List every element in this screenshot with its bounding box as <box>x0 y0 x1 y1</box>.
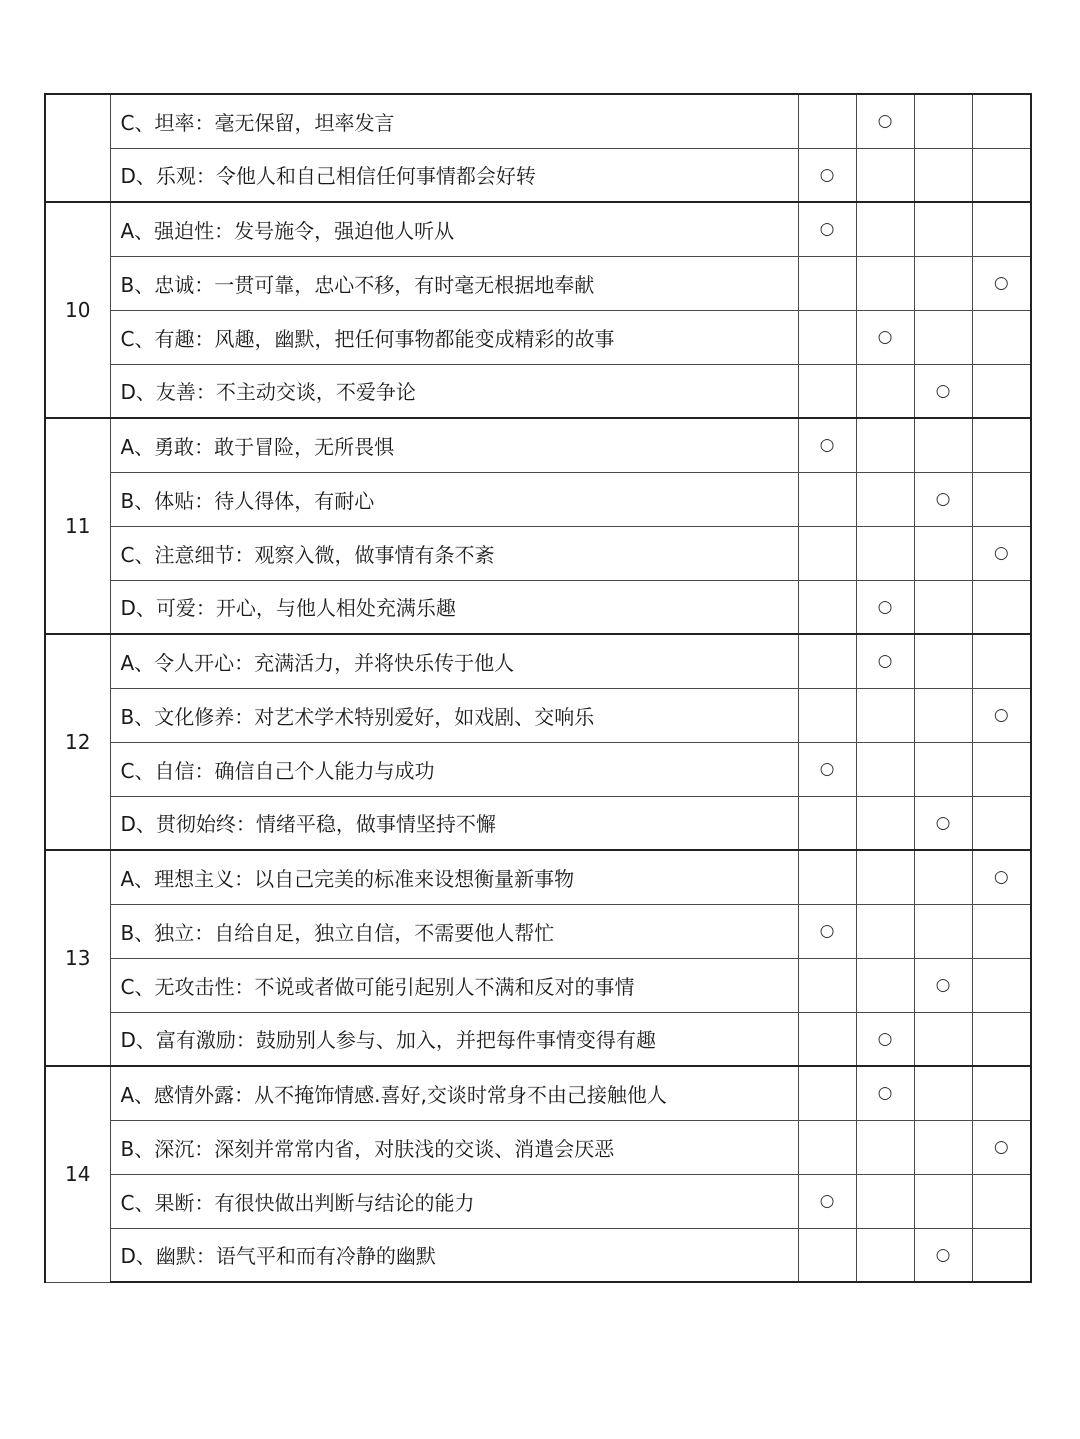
option-text: D、幽默：语气平和而有冷静的幽默 <box>110 1228 798 1282</box>
score-cell-2 <box>856 148 914 202</box>
score-cell-2 <box>856 418 914 472</box>
score-cell-4 <box>972 688 1031 742</box>
circle-mark-icon: ○ <box>819 1191 835 1211</box>
option-text: B、深沉：深刻并常常内省，对肤浅的交谈、消遣会厌恶 <box>110 1120 798 1174</box>
score-cell-2 <box>856 310 914 364</box>
score-cell-1 <box>798 742 856 796</box>
score-cell-3 <box>914 202 972 256</box>
score-cell-1 <box>798 310 856 364</box>
question-row <box>45 850 1031 904</box>
option-text: B、独立：自给自足，独立自信，不需要他人帮忙 <box>110 904 798 958</box>
question-number: 14 <box>45 1066 110 1282</box>
option-text: C、坦率：毫无保留，坦率发言 <box>110 94 798 148</box>
question-row <box>45 148 1031 202</box>
score-cell-4 <box>972 634 1031 688</box>
score-cell-1 <box>798 472 856 526</box>
option-text: C、有趣：风趣，幽默，把任何事物都能变成精彩的故事 <box>110 310 798 364</box>
circle-mark-icon: ○ <box>819 219 835 240</box>
score-cell-2 <box>856 526 914 580</box>
option-text: D、乐观：令他人和自己相信任何事情都会好转 <box>110 148 798 202</box>
question-number: 11 <box>45 418 110 634</box>
score-cell-2 <box>856 1174 914 1228</box>
option-text: B、忠诚：一贯可靠，忠心不移，有时毫无根据地奉献 <box>110 256 798 310</box>
score-cell-1 <box>798 1228 856 1282</box>
score-cell-1 <box>798 688 856 742</box>
score-cell-1 <box>798 1120 856 1174</box>
score-cell-4 <box>972 1174 1031 1228</box>
score-cell-4 <box>972 850 1031 904</box>
score-cell-3 <box>914 796 972 850</box>
question-row <box>45 526 1031 580</box>
score-cell-1 <box>798 526 856 580</box>
score-cell-2 <box>856 256 914 310</box>
score-cell-3 <box>914 688 972 742</box>
option-text: A、感情外露：从不掩饰情感.喜好,交谈时常身不由己接触他人 <box>110 1066 798 1120</box>
circle-mark-icon: ○ <box>819 759 835 779</box>
question-row <box>45 904 1031 958</box>
score-cell-1 <box>798 796 856 850</box>
option-text: D、可爱：开心，与他人相处充满乐趣 <box>110 580 798 634</box>
option-text: D、富有激励：鼓励别人参与、加入，并把每件事情变得有趣 <box>110 1012 798 1066</box>
score-cell-4 <box>972 472 1031 526</box>
score-cell-2 <box>856 364 914 418</box>
circle-mark-icon: ○ <box>819 435 835 456</box>
circle-mark-icon: ○ <box>819 164 835 185</box>
score-cell-4 <box>972 1120 1031 1174</box>
score-cell-2 <box>856 202 914 256</box>
questionnaire-body <box>45 94 1031 1282</box>
score-cell-3 <box>914 850 972 904</box>
score-cell-4 <box>972 1012 1031 1066</box>
score-cell-2 <box>856 580 914 634</box>
score-cell-2 <box>856 1228 914 1282</box>
option-text: B、文化修养：对艺术学术特别爱好，如戏剧、交响乐 <box>110 688 798 742</box>
circle-mark-icon: ○ <box>877 651 893 672</box>
circle-mark-icon: ○ <box>993 705 1009 725</box>
question-row <box>45 796 1031 850</box>
question-row <box>45 1120 1031 1174</box>
circle-mark-icon: ○ <box>993 1137 1009 1157</box>
score-cell-3 <box>914 256 972 310</box>
score-cell-4 <box>972 1228 1031 1282</box>
circle-mark-icon: ○ <box>877 327 893 347</box>
score-cell-1 <box>798 580 856 634</box>
score-cell-1 <box>798 1012 856 1066</box>
question-row <box>45 958 1031 1012</box>
score-cell-3 <box>914 1066 972 1120</box>
circle-mark-icon: ○ <box>877 1083 893 1104</box>
question-row <box>45 418 1031 472</box>
score-cell-2 <box>856 94 914 148</box>
score-cell-4 <box>972 742 1031 796</box>
question-row <box>45 472 1031 526</box>
question-row <box>45 202 1031 256</box>
score-cell-2 <box>856 850 914 904</box>
score-cell-1 <box>798 202 856 256</box>
option-text: C、自信：确信自己个人能力与成功 <box>110 742 798 796</box>
question-row <box>45 364 1031 418</box>
circle-mark-icon: ○ <box>935 975 951 995</box>
score-cell-2 <box>856 688 914 742</box>
circle-mark-icon: ○ <box>935 489 951 509</box>
score-cell-1 <box>798 418 856 472</box>
score-cell-3 <box>914 904 972 958</box>
circle-mark-icon: ○ <box>993 543 1009 563</box>
score-cell-3 <box>914 1012 972 1066</box>
circle-mark-icon: ○ <box>993 867 1009 888</box>
score-cell-3 <box>914 742 972 796</box>
circle-mark-icon: ○ <box>935 812 951 833</box>
option-text: C、注意细节：观察入微，做事情有条不紊 <box>110 526 798 580</box>
score-cell-4 <box>972 580 1031 634</box>
score-cell-4 <box>972 310 1031 364</box>
score-cell-4 <box>972 148 1031 202</box>
circle-mark-icon: ○ <box>877 111 893 132</box>
score-cell-1 <box>798 94 856 148</box>
option-text: C、果断：有很快做出判断与结论的能力 <box>110 1174 798 1228</box>
question-row <box>45 634 1031 688</box>
question-row <box>45 580 1031 634</box>
question-row <box>45 310 1031 364</box>
score-cell-1 <box>798 850 856 904</box>
score-cell-3 <box>914 634 972 688</box>
question-row <box>45 1012 1031 1066</box>
score-cell-1 <box>798 1066 856 1120</box>
option-text: A、令人开心：充满活力，并将快乐传于他人 <box>110 634 798 688</box>
option-text: A、理想主义：以自己完美的标准来设想衡量新事物 <box>110 850 798 904</box>
score-cell-2 <box>856 742 914 796</box>
question-row <box>45 1174 1031 1228</box>
score-cell-3 <box>914 148 972 202</box>
questionnaire-sheet <box>44 93 1030 1283</box>
score-cell-2 <box>856 1012 914 1066</box>
score-cell-2 <box>856 958 914 1012</box>
score-cell-1 <box>798 958 856 1012</box>
question-row <box>45 94 1031 148</box>
score-cell-2 <box>856 634 914 688</box>
score-cell-1 <box>798 634 856 688</box>
question-number: 12 <box>45 634 110 850</box>
score-cell-1 <box>798 1174 856 1228</box>
circle-mark-icon: ○ <box>935 380 951 401</box>
question-row <box>45 1228 1031 1282</box>
score-cell-3 <box>914 310 972 364</box>
score-cell-2 <box>856 472 914 526</box>
score-cell-3 <box>914 1174 972 1228</box>
score-cell-4 <box>972 904 1031 958</box>
score-cell-4 <box>972 526 1031 580</box>
question-number <box>45 94 110 202</box>
score-cell-3 <box>914 1120 972 1174</box>
score-cell-3 <box>914 958 972 1012</box>
circle-mark-icon: ○ <box>993 273 1009 293</box>
score-cell-4 <box>972 796 1031 850</box>
score-cell-1 <box>798 148 856 202</box>
question-row <box>45 688 1031 742</box>
question-number: 10 <box>45 202 110 418</box>
score-cell-1 <box>798 256 856 310</box>
option-text: D、贯彻始终：情绪平稳，做事情坚持不懈 <box>110 796 798 850</box>
questionnaire-table <box>44 93 1032 1283</box>
question-row <box>45 742 1031 796</box>
score-cell-4 <box>972 94 1031 148</box>
option-text: A、强迫性：发号施令，强迫他人听从 <box>110 202 798 256</box>
option-text: C、无攻击性：不说或者做可能引起别人不满和反对的事情 <box>110 958 798 1012</box>
circle-mark-icon: ○ <box>877 596 893 617</box>
question-number: 13 <box>45 850 110 1066</box>
score-cell-3 <box>914 472 972 526</box>
score-cell-3 <box>914 1228 972 1282</box>
score-cell-4 <box>972 256 1031 310</box>
option-text: A、勇敢：敢于冒险，无所畏惧 <box>110 418 798 472</box>
question-row <box>45 256 1031 310</box>
score-cell-2 <box>856 796 914 850</box>
score-cell-3 <box>914 526 972 580</box>
score-cell-3 <box>914 94 972 148</box>
score-cell-3 <box>914 580 972 634</box>
circle-mark-icon: ○ <box>877 1028 893 1049</box>
score-cell-4 <box>972 202 1031 256</box>
score-cell-4 <box>972 1066 1031 1120</box>
question-row <box>45 1066 1031 1120</box>
score-cell-1 <box>798 904 856 958</box>
circle-mark-icon: ○ <box>819 921 835 941</box>
score-cell-3 <box>914 418 972 472</box>
option-text: B、体贴：待人得体，有耐心 <box>110 472 798 526</box>
score-cell-2 <box>856 1120 914 1174</box>
score-cell-2 <box>856 1066 914 1120</box>
score-cell-4 <box>972 958 1031 1012</box>
score-cell-2 <box>856 904 914 958</box>
score-cell-3 <box>914 364 972 418</box>
circle-mark-icon: ○ <box>935 1244 951 1265</box>
option-text: D、友善：不主动交谈，不爱争论 <box>110 364 798 418</box>
score-cell-4 <box>972 364 1031 418</box>
score-cell-4 <box>972 418 1031 472</box>
score-cell-1 <box>798 364 856 418</box>
